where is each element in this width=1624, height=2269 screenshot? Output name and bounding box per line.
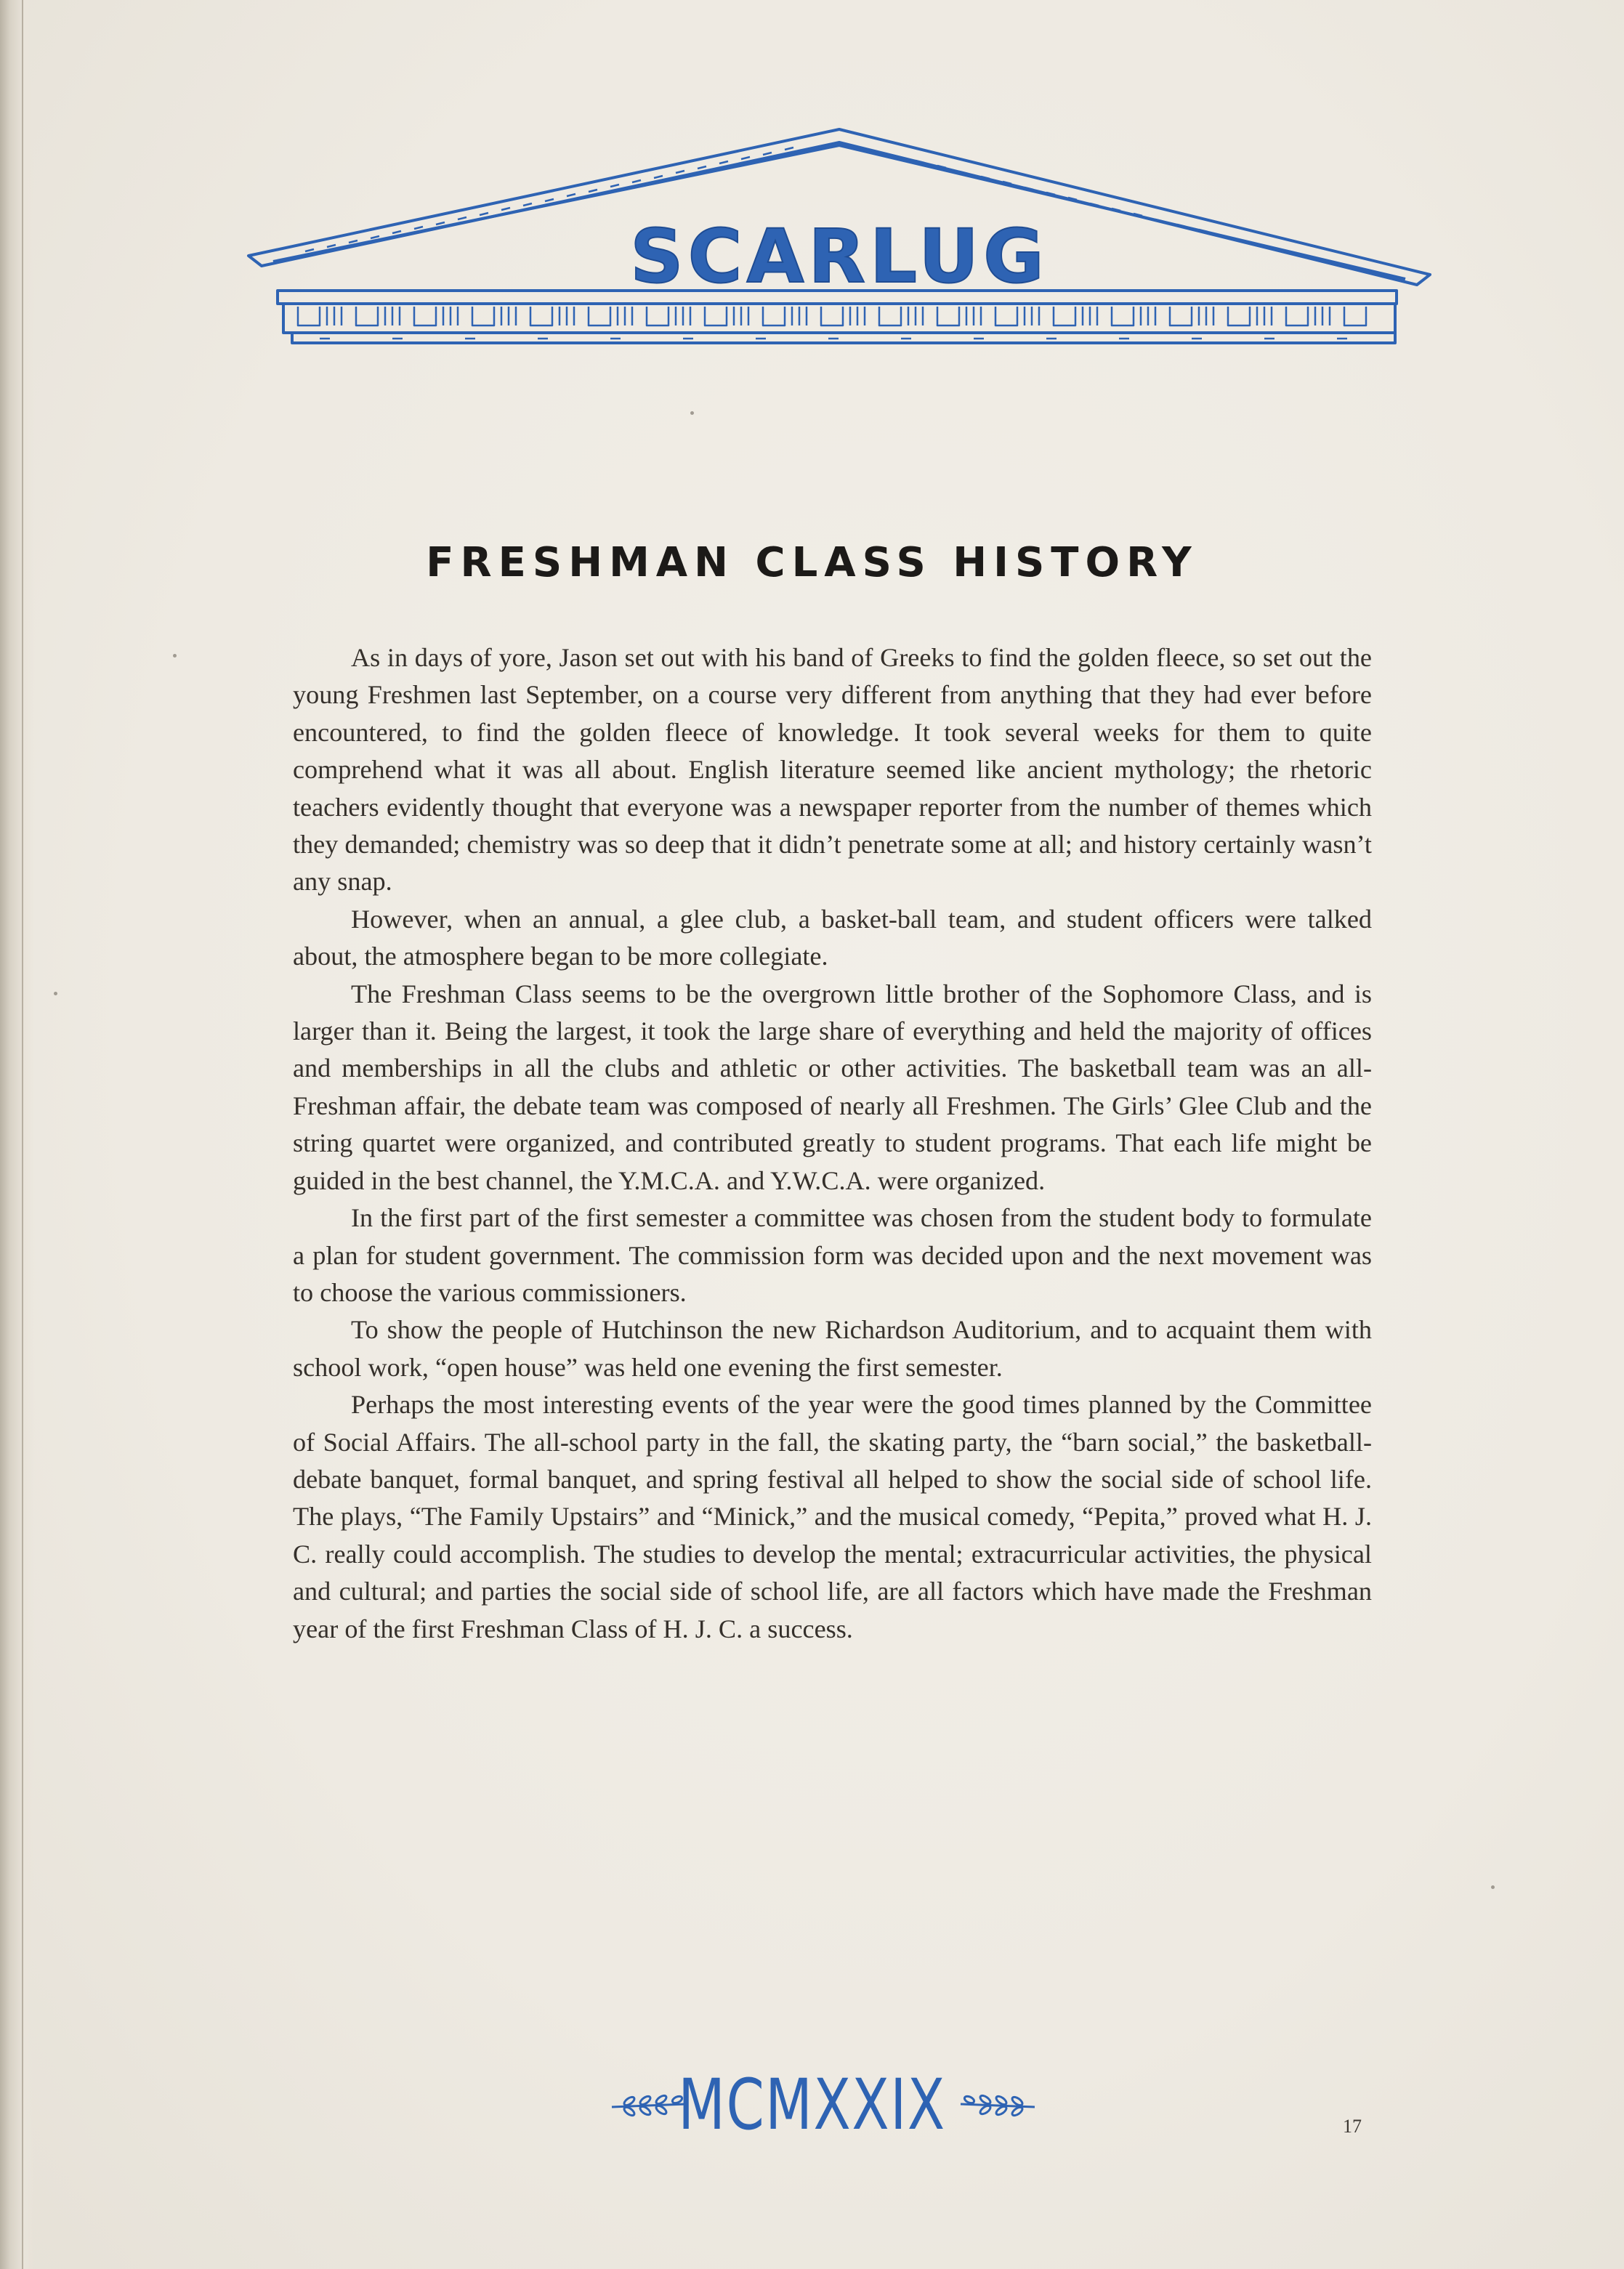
paper-speck	[54, 992, 57, 995]
binding-edge	[22, 0, 23, 2269]
article-title: FRESHMAN CLASS HISTORY	[426, 539, 1198, 586]
paper-speck	[1491, 1885, 1495, 1889]
laurel-sprig-right-icon	[958, 2092, 1038, 2119]
paragraph-5: To show the people of Hutchinson the new Richardson Auditorium, and to acquaint them with school work, “open house” was held one evening the first semester.	[293, 1315, 1372, 1382]
pediment-header-logo	[240, 124, 1439, 356]
paragraph-3: The Freshman Class seems to be the overgrown little brother of the Sophomore Class, and is larger than it. Being the largest, it took the large share of everything and held the majority of offices and memberships in all the clubs and athletic or other activities. The basketball team was an all-Freshman affair, the debate team was composed of nearly all Freshmen. The Girls’ Glee Club and the string quartet were organized, and contributed greatly to student programs. That each life might be guided in the best channel, the Y.M.C.A. and Y.W.C.A. were organized.	[293, 979, 1372, 1195]
paper-speck	[173, 654, 177, 658]
paragraph-1: As in days of yore, Jason set out with his band of Greeks to find the golden fleece, so set out the young Freshmen last September, on a course very different from anything that they had ever before encountered, to find the golden fleece of knowledge. It took several weeks for them to quite comprehend what it was all about. English literature seemed like ancient mythology; the rhetoric teachers evidently thought that everyone was a newspaper reporter from the number of themes which they demanded; chemistry was so deep that it didn’t penetrate some at all; and history certainly wasn’t any snap.	[293, 643, 1372, 897]
article-body	[293, 639, 1372, 1648]
paper-speck	[690, 411, 694, 415]
page-number: 17	[1343, 2116, 1362, 2137]
paragraph-6: Perhaps the most interesting events of the year were the good times planned by the Committee of Social Affairs. The all-school party in the fall, the skating party, the “barn social,” the basketball-debate banquet, formal banquet, and spring festival all helped to show the social side of school life. The plays, “The Family Upstairs” and “Minick,” and the musical comedy, “Pepita,” proved what H. J. C. really could accomplish. The studies to develop the mental; extracurricular activities, the physical and cultural; and parties the social side of school life, are all factors which have made the Freshman year of the first Freshman Class of H. J. C. a success.	[293, 1390, 1372, 1643]
paragraph-4: In the first part of the first semester a committee was chosen from the student body to formulate a plan for student government. The commission form was decided upon and the next movement was to choose the various commissioners.	[293, 1203, 1372, 1307]
scarlug-logo-text: SCARLUG	[630, 214, 1049, 300]
page-binding-shadow	[0, 0, 35, 2269]
paragraph-2: However, when an annual, a glee club, a basket-ball team, and student officers were talked about, the atmosphere began to be more collegiate.	[293, 904, 1372, 971]
footer-year: MCMXXIX	[678, 2064, 946, 2145]
